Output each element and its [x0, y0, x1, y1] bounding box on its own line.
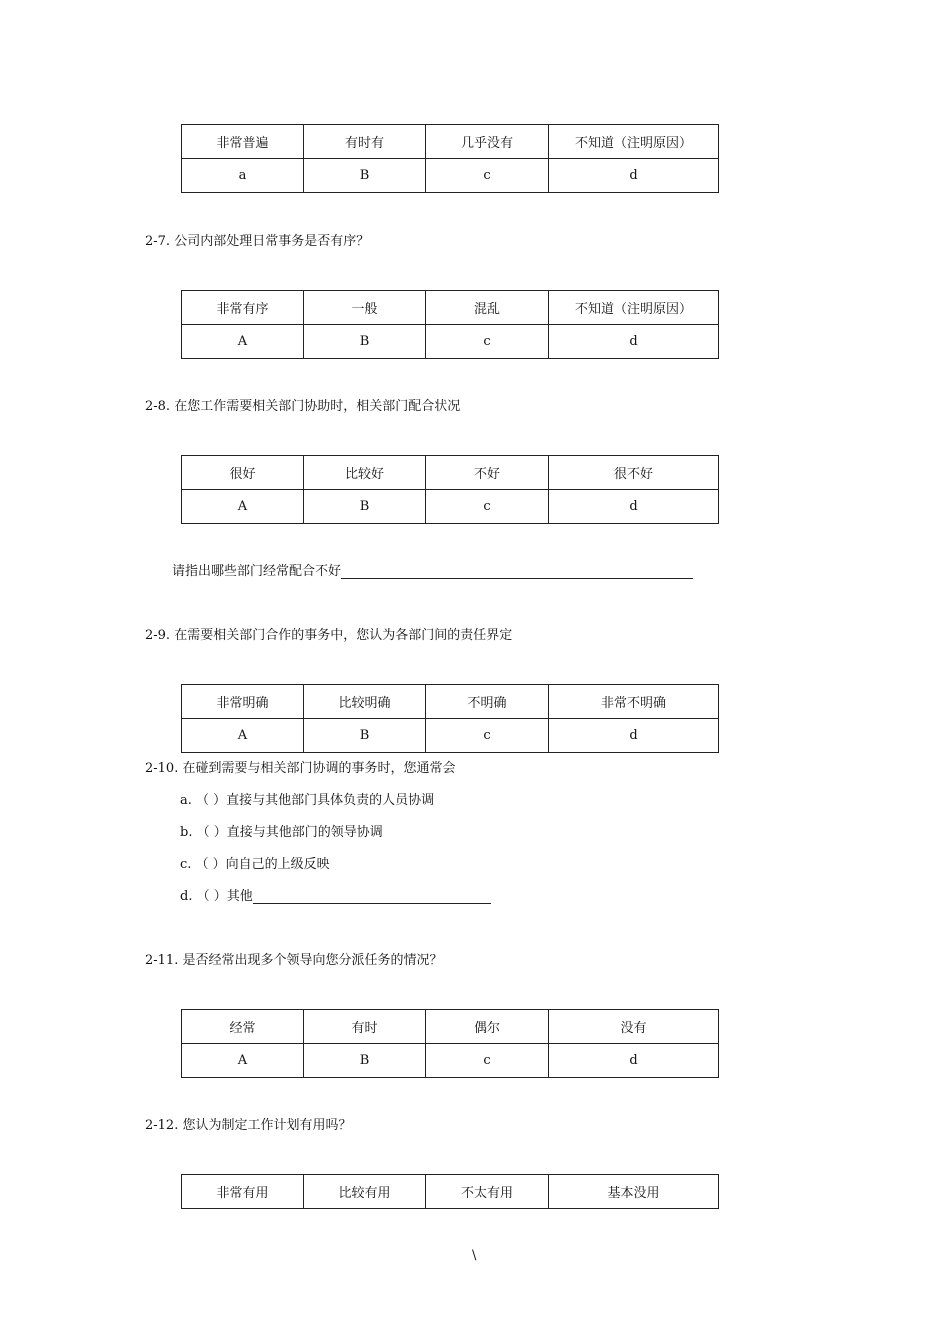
table-cell: 不好 — [426, 456, 549, 490]
question-2-7: 2-7. 公司内部处理日常事务是否有序？ — [145, 234, 370, 249]
table-row — [182, 159, 719, 193]
table-cell: A — [182, 325, 304, 359]
table-cell: 比较有用 — [304, 1175, 426, 1209]
table-cell: 非常明确 — [182, 685, 304, 719]
table-cell: B — [304, 490, 426, 524]
page-footer-mark: \ — [472, 1248, 477, 1263]
followup-2-8 — [172, 560, 693, 579]
table-cell: 一般 — [304, 291, 426, 325]
table-cell: c — [426, 719, 549, 753]
table-row — [182, 325, 719, 359]
table-cell: d — [549, 719, 719, 753]
table-cell: d — [549, 325, 719, 359]
table-row — [182, 685, 719, 719]
options-table-2-12 — [181, 1174, 719, 1209]
answer-blank[interactable] — [341, 564, 693, 579]
question-2-9: 2-9. 在需要相关部门合作的事务中，您认为各部门间的责任界定 — [145, 628, 513, 643]
table-cell: c — [426, 1044, 549, 1078]
table-cell: d — [549, 1044, 719, 1078]
table-cell: 非常不明确 — [549, 685, 719, 719]
table-cell: A — [182, 719, 304, 753]
options-table-2-11 — [181, 1009, 719, 1078]
table-row — [182, 1044, 719, 1078]
table-cell: 有时有 — [304, 125, 426, 159]
table-row — [182, 719, 719, 753]
table-cell: 非常有序 — [182, 291, 304, 325]
table-cell: a — [182, 159, 304, 193]
table-cell: 混乱 — [426, 291, 549, 325]
table-cell: 非常有用 — [182, 1175, 304, 1209]
table-cell: 很不好 — [549, 456, 719, 490]
table-row — [182, 1010, 719, 1044]
table-cell: 不太有用 — [426, 1175, 549, 1209]
table-cell: A — [182, 490, 304, 524]
table-cell: 基本没用 — [549, 1175, 719, 1209]
options-table-2-7 — [181, 290, 719, 359]
options-table-2-8 — [181, 455, 719, 524]
option-2-10-c[interactable]: c. （ ）向自己的上级反映 — [180, 857, 330, 872]
question-2-8: 2-8. 在您工作需要相关部门协助时，相关部门配合状况 — [145, 399, 461, 414]
table-row — [182, 291, 719, 325]
table-cell: c — [426, 159, 549, 193]
table-row — [182, 125, 719, 159]
option-d-label: d. （ ）其他 — [180, 889, 253, 904]
option-2-10-b[interactable]: b. （ ）直接与其他部门的领导协调 — [180, 825, 383, 840]
table-cell: 偶尔 — [426, 1010, 549, 1044]
table-row — [182, 456, 719, 490]
table-cell: B — [304, 325, 426, 359]
table-cell: 很好 — [182, 456, 304, 490]
table-cell: A — [182, 1044, 304, 1078]
table-cell: c — [426, 490, 549, 524]
table-cell: B — [304, 719, 426, 753]
table-cell: 不知道（注明原因） — [549, 125, 719, 159]
table-cell: d — [549, 159, 719, 193]
table-cell: 比较明确 — [304, 685, 426, 719]
table-cell: 比较好 — [304, 456, 426, 490]
table-cell: B — [304, 159, 426, 193]
table-cell: B — [304, 1044, 426, 1078]
options-table-2-6 — [181, 124, 719, 193]
table-cell: 没有 — [549, 1010, 719, 1044]
table-cell: 不明确 — [426, 685, 549, 719]
option-2-10-d[interactable] — [180, 885, 491, 904]
table-cell: 有时 — [304, 1010, 426, 1044]
table-cell: 非常普遍 — [182, 125, 304, 159]
table-cell: d — [549, 490, 719, 524]
table-row — [182, 1175, 719, 1209]
answer-blank[interactable] — [253, 889, 491, 904]
table-cell: c — [426, 325, 549, 359]
options-table-2-9 — [181, 684, 719, 753]
table-cell: 不知道（注明原因） — [549, 291, 719, 325]
table-row — [182, 490, 719, 524]
option-2-10-a[interactable]: a. （ ）直接与其他部门具体负责的人员协调 — [180, 793, 435, 808]
question-2-11: 2-11. 是否经常出现多个领导向您分派任务的情况？ — [145, 953, 443, 968]
question-2-12: 2-12. 您认为制定工作计划有用吗？ — [145, 1118, 352, 1133]
followup-label: 请指出哪些部门经常配合不好 — [172, 564, 342, 579]
table-cell: 几乎没有 — [426, 125, 549, 159]
table-cell: 经常 — [182, 1010, 304, 1044]
question-2-10: 2-10. 在碰到需要与相关部门协调的事务时，您通常会 — [145, 761, 456, 776]
